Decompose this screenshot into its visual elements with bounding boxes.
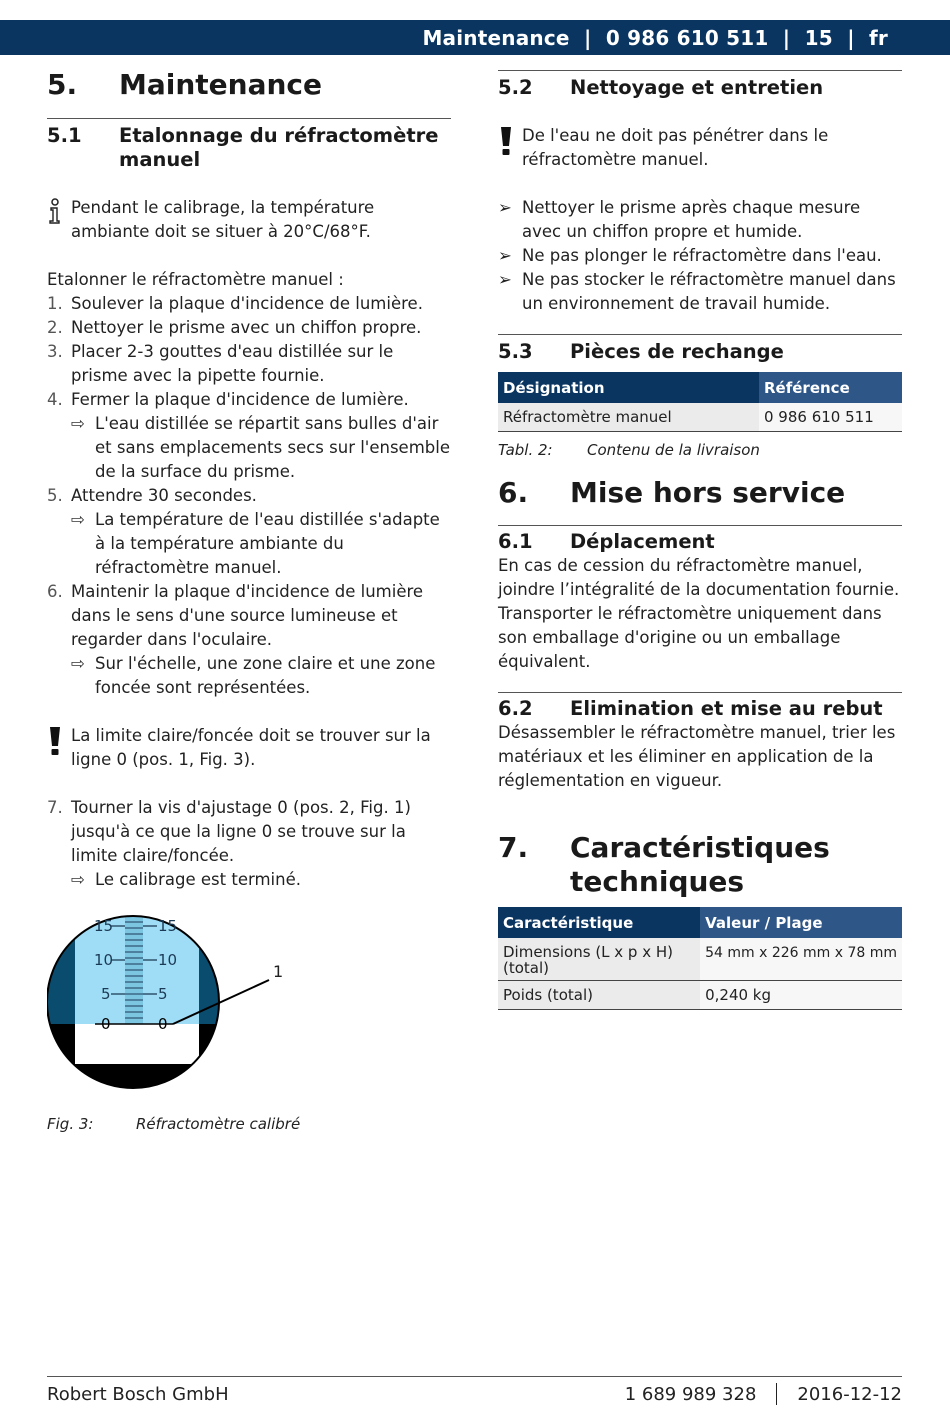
table-row	[498, 403, 902, 432]
scale-label-0-left: 0	[101, 1015, 111, 1033]
right-column	[498, 60, 902, 1010]
header-page-number: 15	[804, 26, 833, 50]
step-result: ⇨ Le calibrage est terminé.	[71, 868, 451, 892]
list-item: ➢ Ne pas plonger le réfractomètre dans l'eau.	[498, 244, 902, 268]
refractometer-scale-image	[47, 914, 307, 1094]
result-arrow-icon: ⇨	[71, 414, 85, 433]
section-5-2-heading: 5.2 Nettoyage et entretien	[498, 76, 824, 99]
section-5-2-title: Nettoyage et entretien	[570, 76, 824, 99]
section-5-3-title: Pièces de rechange	[570, 340, 784, 363]
left-column	[47, 60, 451, 1134]
scale-label-10-left: 10	[94, 951, 114, 969]
section-5-title: Maintenance	[119, 68, 323, 101]
warning-note	[498, 124, 902, 172]
section-6-title: Mise hors service	[570, 476, 846, 509]
step-result: ⇨ Sur l'échelle, une zone claire et une zone foncée sont représentées.	[71, 652, 451, 700]
section-5-1-heading: 5.1 Etalonnage du réfractomètre manuel	[47, 124, 439, 171]
step-result: ⇨ L'eau distillée se répartit sans bulles d'air et sans emplacements secs sur l'ensemble de la surface du prisme.	[71, 412, 451, 484]
warning-text: De l'eau ne doit pas pénétrer dans le réfractomètre manuel.	[522, 126, 829, 169]
table-cell: 54 mm x 226 mm x 78 mm	[700, 938, 902, 981]
info-text: Pendant le calibrage, la température ambiante doit se situer à 20°C/68°F.	[71, 198, 375, 241]
section-5-heading: 5. Maintenance	[47, 68, 323, 101]
result-arrow-icon: ⇨	[71, 870, 85, 889]
footer-separator	[776, 1383, 777, 1405]
header-language: fr	[869, 26, 888, 50]
calibration-steps	[47, 292, 451, 700]
divider	[498, 334, 902, 335]
header-doc-number: 0 986 610 511	[605, 26, 769, 50]
step-result: ⇨ La température de l'eau distillée s'adapte à la température ambiante du réfractomètre manuel.	[71, 508, 451, 580]
table-header: Valeur / Plage	[700, 907, 902, 938]
section-6-2-title: Elimination et mise au rebut	[570, 697, 883, 720]
arrow-bullet-icon: ➢	[498, 270, 512, 289]
table-header: Désignation	[498, 372, 759, 403]
calibration-step-7	[47, 796, 451, 892]
section-6-1-title: Déplacement	[570, 530, 715, 553]
section-7-title-line1: Caractéristiques	[570, 831, 830, 864]
exclamation-icon	[47, 724, 71, 756]
list-item: ➢ Ne pas stocker le réfractomètre manuel dans un environnement de travail humide.	[498, 268, 902, 316]
result-arrow-icon: ⇨	[71, 510, 85, 529]
list-item: 4. Fermer la plaque d'incidence de lumière. ⇨ L'eau distillée se répartit sans bulles d'air et sans emplacements secs sur l'ensemble de la surface du prisme.	[47, 388, 451, 484]
list-item: 2. Nettoyer le prisme avec un chiffon propre.	[47, 318, 422, 337]
table-row	[498, 981, 902, 1010]
section-6-heading: 6. Mise hors service	[498, 476, 846, 509]
section-5-1-title-line1: Etalonnage du réfractomètre	[119, 124, 439, 147]
divider	[498, 692, 902, 693]
table-cell: 0 986 610 511	[759, 403, 902, 432]
refractometer-figure	[47, 914, 307, 1094]
scale-label-15-right: 15	[158, 917, 178, 935]
info-note	[47, 196, 451, 244]
footer-info	[625, 1383, 902, 1407]
cleaning-bullets	[498, 196, 902, 316]
divider	[47, 118, 451, 119]
warning-text: La limite claire/foncée doit se trouver sur la ligne 0 (pos. 1, Fig. 3).	[71, 726, 431, 769]
warning-note	[47, 724, 451, 772]
section-7-heading: 7. Caractéristiques techniques	[498, 831, 830, 898]
header-section: Maintenance	[422, 26, 570, 50]
scale-label-5-left: 5	[101, 985, 111, 1003]
section-5-1-title-line2: manuel	[119, 148, 201, 171]
list-item: 6. Maintenir la plaque d'incidence de lumière dans le sens d'une source lumineuse et regarder dans l'oculaire. ⇨ Sur l'échelle, une zone claire et une zone foncée sont représentées.	[47, 580, 451, 700]
figure-caption: Fig. 3: Réfractomètre calibré	[47, 1115, 301, 1133]
arrow-bullet-icon: ➢	[498, 246, 512, 265]
section-6-1-text: En cas de cession du réfractomètre manuel, joindre l’intégralité de la documentation fournie. Transporter le réfractomètre uniquement dans son emballage d'origine ou un emballage équivalent.	[498, 556, 900, 671]
scale-label-15-left: 15	[94, 917, 114, 935]
list-item: 5. Attendre 30 secondes. ⇨ La température de l'eau distillée s'adapte à la température ambiante du réfractomètre manuel.	[47, 484, 451, 580]
section-6-1-heading: 6.1 Déplacement	[498, 530, 715, 553]
list-item: 1. Soulever la plaque d'incidence de lumière.	[47, 294, 423, 313]
divider	[498, 525, 902, 526]
list-item: ➢ Nettoyer le prisme après chaque mesure avec un chiffon propre et humide.	[498, 196, 902, 244]
table-header-row	[498, 372, 902, 403]
exclamation-icon	[498, 124, 522, 156]
result-arrow-icon: ⇨	[71, 654, 85, 673]
table-header-row	[498, 907, 902, 938]
scale-label-5-right: 5	[158, 985, 168, 1003]
info-icon	[47, 196, 71, 224]
table-header: Caractéristique	[498, 907, 700, 938]
section-7-title-line2: techniques	[570, 865, 745, 898]
section-6-2-heading: 6.2 Elimination et mise au rebut	[498, 697, 883, 720]
footer-divider	[47, 1376, 902, 1377]
list-item: 7. Tourner la vis d'ajustage 0 (pos. 2, Fig. 1) jusqu'à ce que la ligne 0 se trouve sur la limite claire/foncée. ⇨ Le calibrage est terminé.	[47, 796, 451, 892]
technical-data-table	[498, 907, 902, 1010]
table-cell: Poids (total)	[498, 981, 700, 1010]
header-text: Maintenance | 0 986 610 511 | 15 | fr	[422, 26, 888, 50]
table-cell: Réfractomètre manuel	[498, 403, 759, 432]
table-header: Référence	[759, 372, 902, 403]
table-caption: Tabl. 2: Contenu de la livraison	[498, 441, 760, 459]
section-6-2-text: Désassembler le réfractomètre manuel, trier les matériaux et les éliminer en application de la réglementation en vigueur.	[498, 723, 896, 790]
divider	[498, 70, 902, 71]
footer-company: Robert Bosch GmbH	[47, 1384, 229, 1405]
table-cell: 0,240 kg	[700, 981, 902, 1010]
table-cell: Dimensions (L x p x H) (total)	[498, 938, 700, 981]
footer-doc-id: 1 689 989 328	[624, 1384, 757, 1405]
list-item: 3. Placer 2-3 gouttes d'eau distillée sur le prisme avec la pipette fournie.	[47, 342, 394, 385]
arrow-bullet-icon: ➢	[498, 198, 512, 217]
header-bar	[0, 20, 950, 55]
section-5-3-heading: 5.3 Pièces de rechange	[498, 340, 784, 363]
callout-label: 1	[273, 962, 284, 981]
calibration-intro: Etalonner le réfractomètre manuel :	[47, 270, 344, 289]
scale-label-10-right: 10	[158, 951, 178, 969]
footer-date: 2016-12-12	[797, 1384, 902, 1405]
table-row	[498, 938, 902, 981]
spare-parts-table	[498, 372, 902, 432]
scale-label-0-right: 0	[158, 1015, 168, 1033]
